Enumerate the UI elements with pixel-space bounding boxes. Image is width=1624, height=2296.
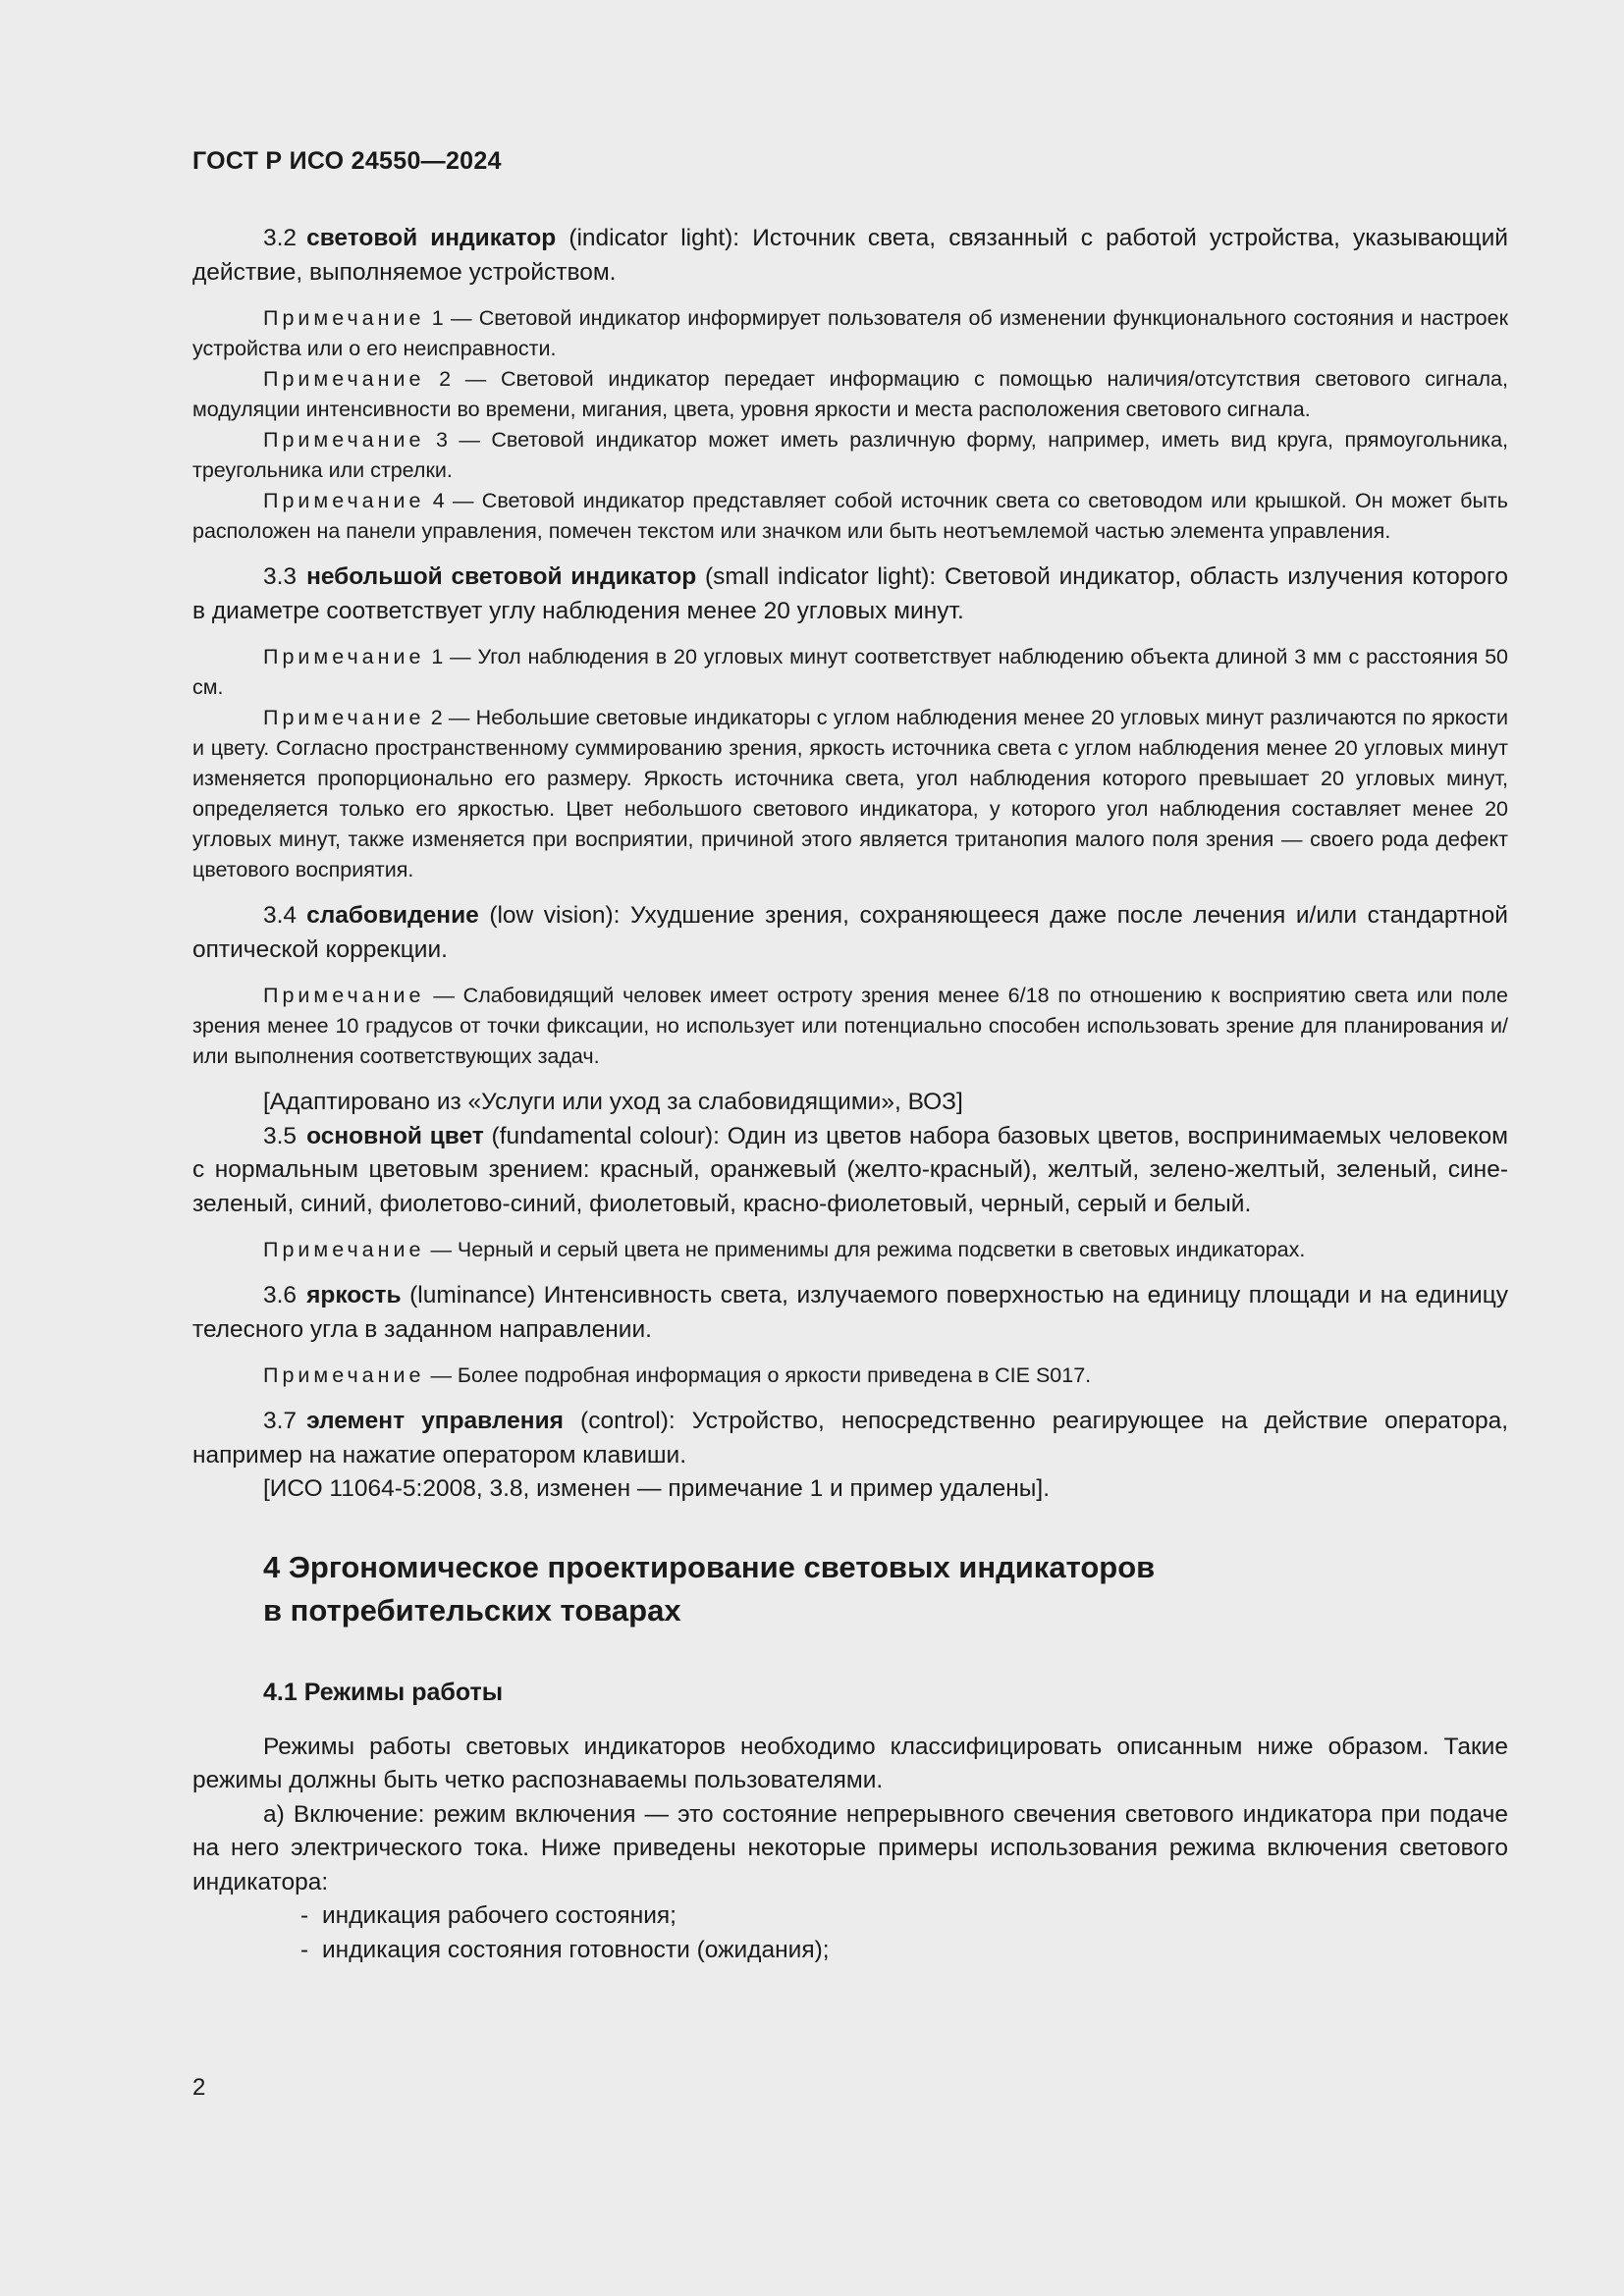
note: Примечание 1 — Световой индикатор информирует пользователя об изменении функционального состояния и настроек устройства или о его неисправности. [192, 306, 1508, 360]
page-number: 2 [192, 2074, 206, 2101]
term: элемент управления [306, 1408, 564, 1434]
note-label: Примечание [263, 984, 425, 1007]
term-number: 3.5 [263, 1122, 298, 1149]
term-number: 3.2 [263, 225, 298, 251]
term-number: 3.4 [263, 902, 298, 929]
definition-3-6 [192, 1279, 1508, 1347]
list-item: - индикация состояния готовности (ожидания); [300, 1936, 830, 1963]
note: Примечание 4 — Световой индикатор представляет собой источник света со световодом или крышкой. Он может быть расположен на панели управления, помечен текстом или значком или быть неотъемлемой частью элемента управления. [192, 489, 1508, 543]
term-english: (fundamental colour): [491, 1122, 720, 1149]
definition-3-5 [192, 1120, 1508, 1222]
term: яркость [306, 1282, 402, 1308]
term-definition: Интенсивность света, излучаемого поверхностью на единицу площади и на единицу телесного угла в заданном направлении. [192, 1282, 1508, 1343]
term-english: (small indicator light): [704, 563, 937, 590]
list-item-a: а) Включение: режим включения — это состояние непрерывного свечения светового индикатора при подаче на него электрического тока. Ниже приведены некоторые примеры использования режима включения светового индикатора: [192, 1800, 1508, 1896]
term-definition: Световой индикатор, область излучения которого в диаметре соответствует углу наблюдения менее 20 угловых минут. [192, 563, 1508, 624]
note: Примечание 3 — Световой индикатор может иметь различную форму, например, иметь вид круга, прямоугольника, треугольника или стрелки. [192, 428, 1508, 482]
paragraph: Режимы работы световых индикаторов необходимо классифицировать описанным ниже образом. Такие режимы должны быть четко распознаваемы пользователями. [192, 1733, 1508, 1793]
notes-3-5 [192, 1235, 1508, 1265]
note-label: Примечание [263, 1238, 425, 1261]
note: Примечание 1 — Угол наблюдения в 20 угловых минут соответствует наблюдению объекта длиной 3 мм с расстояния 50 см. [192, 645, 1508, 699]
note-label: Примечание [263, 367, 425, 391]
term-definition: Устройство, непосредственно реагирующее на действие оператора, например на нажатие оператором клавиши. [192, 1408, 1509, 1468]
definition-3-2 [192, 222, 1508, 290]
note-label: Примечание [263, 306, 425, 330]
list-item: - индикация рабочего состояния; [300, 1902, 677, 1929]
term-definition: Один из цветов набора базовых цветов, воспринимаемых человеком с нормальным цветовым зрением: красный, оранжевый (желто-красный), желтый, зелено-желтый, зеленый, сине-зеленый, синий, фиолетово-синий, фиолетовый, красно-фиолетовый, черный, серый и белый. [192, 1122, 1509, 1217]
note-label: Примечание [263, 645, 425, 668]
document-header: ГОСТ Р ИСО 24550—2024 [192, 147, 502, 175]
definition-3-3 [192, 561, 1508, 628]
notes-3-6 [192, 1361, 1508, 1391]
note: Примечание — Более подробная информация о яркости приведена в CIE S017. [263, 1363, 1092, 1387]
section-title: 4 Эргономическое проектирование световых индикаторов в потребительских товарах [263, 1549, 1156, 1628]
notes-3-3 [192, 642, 1508, 885]
term-number: 3.3 [263, 563, 298, 590]
term-number: 3.7 [263, 1408, 298, 1434]
term-english: (luminance) [409, 1282, 536, 1308]
term: слабовидение [306, 902, 479, 929]
note-label: Примечание [263, 1363, 425, 1387]
note-label: Примечание [263, 428, 425, 452]
term-english: (indicator light): [568, 225, 740, 251]
bullet-list [192, 1899, 1508, 1967]
definition-3-7 [192, 1405, 1508, 1472]
term-english: (low vision): [489, 902, 621, 929]
source-reference: [ИСО 11064-5:2008, 3.8, изменен — примечание 1 и пример удалены]. [263, 1475, 1051, 1502]
term: основной цвет [306, 1122, 484, 1149]
note-label: Примечание [263, 706, 425, 729]
term-definition: Ухудшение зрения, сохраняющееся даже после лечения и/или стандартной оптической коррекции. [192, 902, 1508, 963]
term-english: (control): [580, 1408, 676, 1434]
note: Примечание 2 — Небольшие световые индикаторы с углом наблюдения менее 20 угловых минут различаются по яркости и цвету. Согласно пространственному суммированию зрения, яркость источника света с углом наблюдения менее 20 угловых минут изменяется пропорционально его размеру. Яркость источника света, угол наблюдения которого превышает 20 угловых минут, определяется только его яркостью. Цвет небольшого светового индикатора, у которого угол наблюдения составляет менее 20 угловых минут, также изменяется при восприятии, причиной этого является тританопия малого поля зрения — своего рода дефект цветового восприятия. [192, 706, 1508, 881]
definition-3-4 [192, 899, 1508, 967]
page-content [192, 222, 1508, 1967]
term-definition: Источник света, связанный с работой устройства, указывающий действие, выполняемое устройством. [192, 225, 1508, 286]
note: Примечание 2 — Световой индикатор передает информацию с помощью наличия/отсутствия светового сигнала, модуляции интенсивности во времени, мигания, цвета, уровня яркости и места расположения светового сигнала. [192, 367, 1508, 421]
notes-3-4 [192, 981, 1508, 1072]
note: Примечание — Черный и серый цвета не применимы для режима подсветки в световых индикаторах. [263, 1238, 1306, 1261]
term: световой индикатор [306, 225, 557, 251]
subsection-title: 4.1 Режимы работы [263, 1678, 504, 1706]
term-number: 3.6 [263, 1282, 298, 1308]
term: небольшой световой индикатор [306, 563, 697, 590]
notes-3-2 [192, 303, 1508, 547]
source-reference: [Адаптировано из «Услуги или уход за слабовидящими», ВОЗ] [263, 1089, 963, 1115]
note-label: Примечание [263, 489, 425, 512]
note: Примечание — Слабовидящий человек имеет остроту зрения менее 6/18 по отношению к восприятию света или поле зрения менее 10 градусов от точки фиксации, но использует или потенциально способен использовать зрение для планирования и/или выполнения соответствующих задач. [192, 984, 1508, 1068]
